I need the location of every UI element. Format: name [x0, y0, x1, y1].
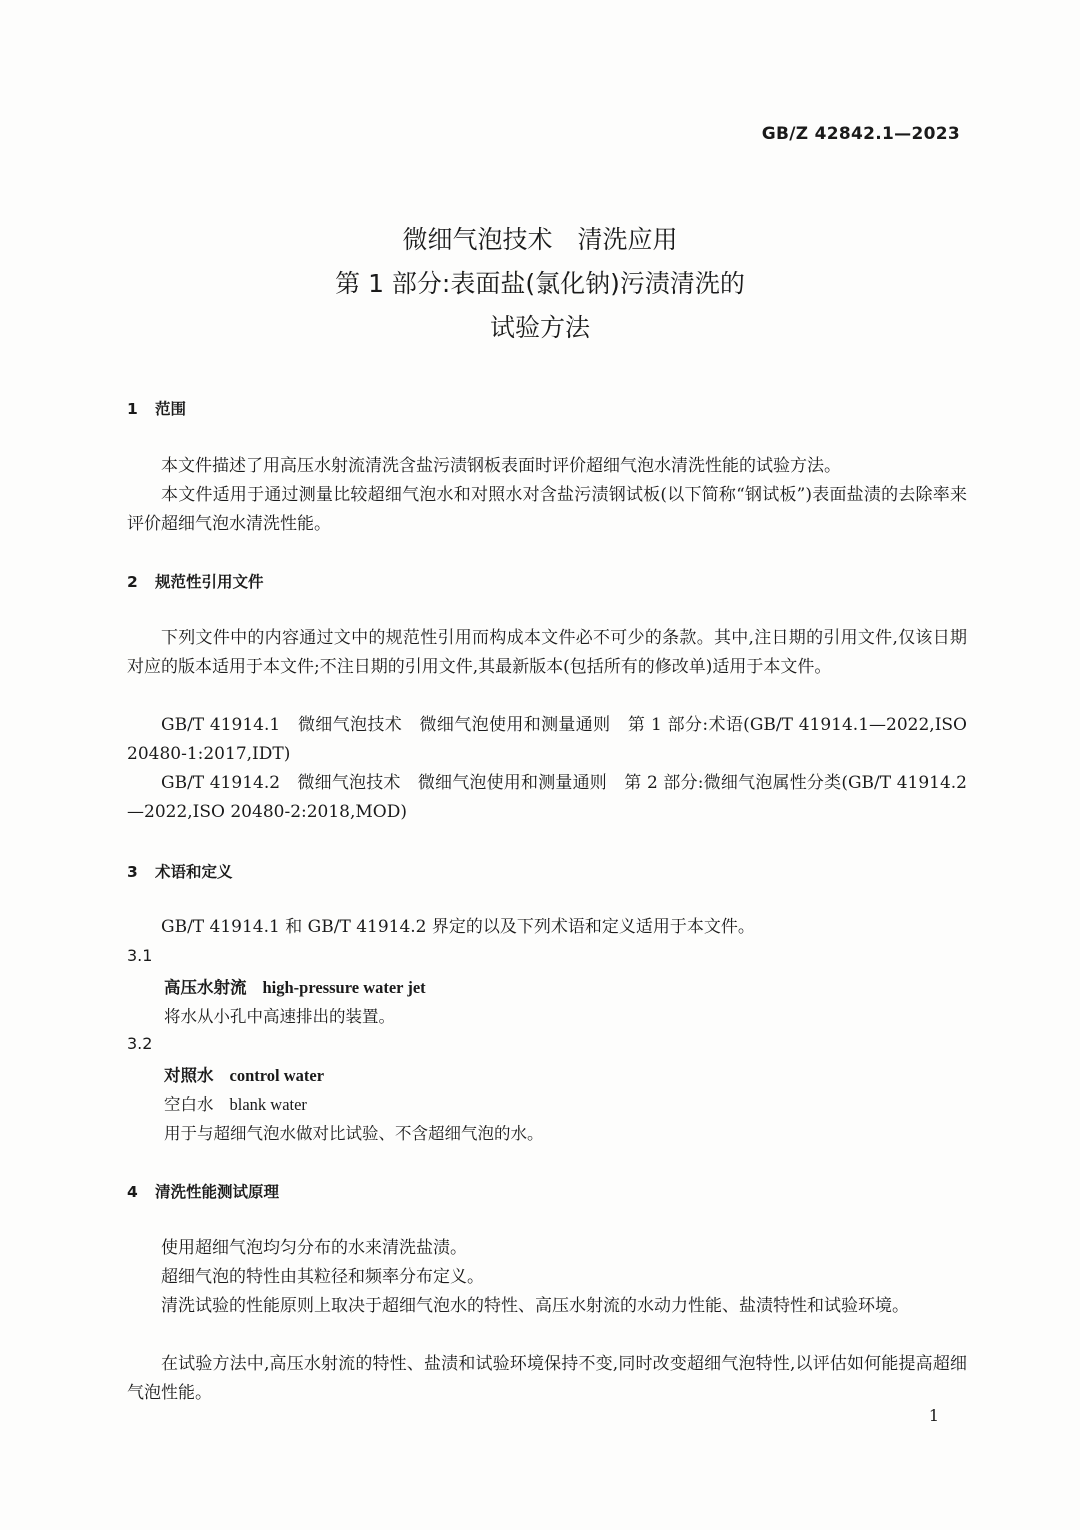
standard-number: GB/Z 42842.1—2023: [761, 124, 960, 144]
section-4-paragraph-2: 超细气泡的特性由其粒径和频率分布定义。: [161, 1267, 484, 1287]
section-title: 清洗性能测试原理: [155, 1183, 280, 1201]
term-definition: 用于与超细气泡水做对比试验、不含超细气泡的水。: [164, 1124, 544, 1143]
section-3-heading: [127, 860, 233, 882]
title-line-3: 试验方法: [489, 313, 590, 342]
title-line-2: 第 1 部分:表面盐(氯化钠)污渍清洗的: [335, 269, 745, 298]
document-title: [0, 218, 1080, 350]
term-zh: 高压水射流: [164, 978, 247, 997]
section-title: 规范性引用文件: [155, 573, 264, 591]
term-zh: 对照水: [164, 1066, 214, 1085]
term-entry: [164, 1062, 324, 1086]
term-en: high-pressure water jet: [262, 978, 426, 997]
term-alt-zh: 空白水: [164, 1095, 214, 1114]
term-en: control water: [229, 1066, 325, 1085]
section-1-heading: [127, 397, 186, 419]
term-definition: 将水从小孔中高速排出的装置。: [164, 1007, 395, 1026]
section-number: 2: [127, 573, 138, 591]
term-number: 3.2: [127, 1034, 153, 1053]
section-2-paragraph-1: 下列文件中的内容通过文中的规范性引用而构成本文件必不可少的条款。其中,注日期的引用文件,仅该日期对应的版本适用于本文件;不注日期的引用文件,其最新版本(包括所有的修改单)适用于本文件。: [127, 628, 967, 677]
section-number: 3: [127, 863, 138, 881]
term-synonym: [164, 1091, 307, 1115]
section-3-paragraph-1: GB/T 41914.1 和 GB/T 41914.2 界定的以及下列术语和定义适用于本文件。: [161, 917, 755, 937]
section-title: 术语和定义: [155, 863, 233, 881]
normative-reference-2: GB/T 41914.2 微细气泡技术 微细气泡使用和测量通则 第 2 部分:微细气泡属性分类(GB/T 41914.2—2022,ISO 20480-2:2018,MOD): [127, 773, 967, 822]
section-4-heading: [127, 1180, 279, 1202]
section-2-heading: [127, 570, 264, 592]
section-4-paragraph-3: 清洗试验的性能原则上取决于超细气泡水的特性、高压水射流的水动力性能、盐渍特性和试验环境。: [161, 1296, 909, 1316]
section-4-paragraph-4: 在试验方法中,高压水射流的特性、盐渍和试验环境保持不变,同时改变超细气泡特性,以评估如何能提高超细气泡性能。: [127, 1354, 967, 1403]
section-number: 1: [127, 400, 138, 418]
title-line-1: 微细气泡技术 清洗应用: [402, 225, 678, 254]
term-entry: [164, 974, 426, 998]
section-4-paragraph-1: 使用超细气泡均匀分布的水来清洗盐渍。: [161, 1238, 467, 1258]
term-number: 3.1: [127, 946, 153, 965]
page-number: 1: [928, 1406, 939, 1425]
section-title: 范围: [155, 400, 187, 418]
normative-reference-1: GB/T 41914.1 微细气泡技术 微细气泡使用和测量通则 第 1 部分:术语(GB/T 41914.1—2022,ISO 20480-1:2017,IDT): [127, 715, 967, 764]
section-number: 4: [127, 1183, 138, 1201]
term-alt-en: blank water: [229, 1095, 307, 1114]
section-1-paragraph-2: 本文件适用于通过测量比较超细气泡水和对照水对含盐污渍钢试板(以下简称“钢试板”)表面盐渍的去除率来评价超细气泡水清洗性能。: [127, 485, 967, 534]
section-1-paragraph-1: 本文件描述了用高压水射流清洗含盐污渍钢板表面时评价超细气泡水清洗性能的试验方法。: [161, 456, 841, 476]
